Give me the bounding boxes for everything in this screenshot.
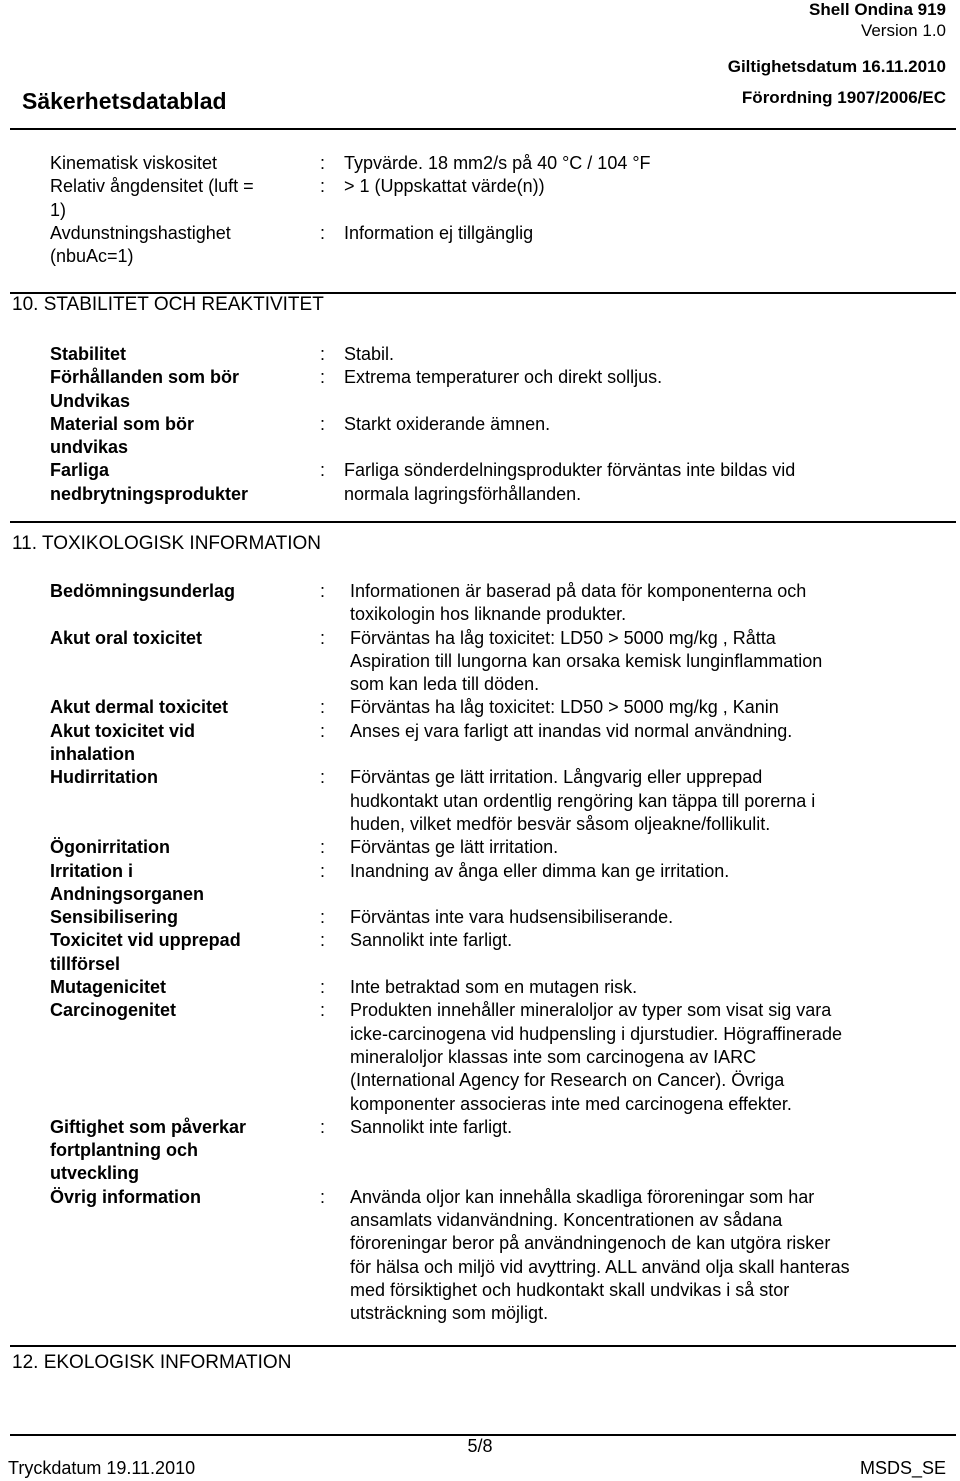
row-label: Förhållanden som bör Undvikas <box>50 367 240 411</box>
print-date: Tryckdatum 19.11.2010 <box>8 1458 196 1478</box>
row-value: Stabil. <box>344 344 395 364</box>
row-separator: : <box>320 977 326 998</box>
table-row <box>50 766 950 836</box>
row-separator: : <box>320 907 326 928</box>
row-value: Information ej tillgänglig <box>344 222 534 243</box>
properties-table <box>50 152 944 268</box>
row-label: Kinematisk viskositet <box>50 153 218 173</box>
table-row <box>50 343 944 366</box>
row-label: Avdunstningshastighet (nbuAc=1) <box>50 222 231 267</box>
row-value: > 1 (Uppskattat värde(n)) <box>344 176 545 197</box>
table-row <box>50 1186 950 1326</box>
row-separator: : <box>320 1186 326 1207</box>
table-row <box>50 222 944 269</box>
row-value: Förväntas ha låg toxicitet: LD50 > 5000 mg/kg , Kanin <box>350 697 779 718</box>
row-separator: : <box>320 344 326 364</box>
section-11-title: 11. TOXIKOLOGISK INFORMATION <box>12 533 321 554</box>
row-label: Akut dermal toxicitet <box>50 697 229 718</box>
regulation: Förordning 1907/2006/EC <box>741 88 946 107</box>
row-separator: : <box>320 581 326 601</box>
row-value: Extrema temperaturer och direkt solljus. <box>344 367 663 388</box>
row-label: Irritation i Andningsorganen <box>50 860 204 904</box>
row-separator: : <box>320 627 326 648</box>
row-separator: : <box>320 176 326 197</box>
row-value: Inandning av ånga eller dimma kan ge irritation. <box>350 860 730 881</box>
row-label: Carcinogenitet <box>50 1000 177 1021</box>
row-value: Produkten innehåller mineraloljor av typer som visat sig vara icke-carcinogena vid hudpensling i djurstudier. Högraffinerade mineraloljor klassas inte som carcinogena av IARC (International Agency for Research on Cancer). Övriga komponenter associeras inte med carcinogena effekter. <box>350 1000 842 1114</box>
row-label: Giftighet som påverkar fortplantning och utveckling <box>50 1116 247 1184</box>
row-value: Använda oljor kan innehålla skadliga föroreningar som har ansamlats vidanvändning. Koncentrationen av sådana föroreningar beror på användningenoch de kan utgöra risker för hälsa och miljö vid avyttring. ALL använd olja skall hanteras med försiktighet och hudkontakt skall undvikas i så stor utsträckning som möjligt. <box>350 1186 850 1324</box>
table-row <box>50 906 950 929</box>
row-value: Inte betraktad som en mutagen risk. <box>350 977 638 998</box>
table-row <box>50 459 944 506</box>
table-row <box>50 175 944 222</box>
row-value: Förväntas ha låg toxicitet: LD50 > 5000 mg/kg , Råtta Aspiration till lungorna kan orsaka kemisk lunginflammation som kan leda till döden. <box>350 627 823 695</box>
row-separator: : <box>320 413 326 434</box>
row-label: Relativ ångdensitet (luft = 1) <box>50 176 254 220</box>
row-separator: : <box>320 367 326 388</box>
row-value: Förväntas ge lätt irritation. <box>350 837 559 858</box>
table-row <box>50 413 944 460</box>
row-label: Akut toxicitet vid inhalation <box>50 720 196 765</box>
row-label: Ögonirritation <box>50 837 170 858</box>
row-value: Typvärde. 18 mm2/s på 40 °C / 104 °F <box>344 153 651 173</box>
document-title: Säkerhetsdatablad <box>22 88 227 114</box>
row-value: Sannolikt inte farligt. <box>350 1116 513 1137</box>
table-row <box>50 696 950 719</box>
section-12-title: 12. EKOLOGISK INFORMATION <box>12 1352 292 1373</box>
row-label: Sensibilisering <box>50 907 179 928</box>
table-row <box>50 860 950 907</box>
row-label: Bedömningsunderlag <box>50 581 236 601</box>
table-row <box>50 1116 950 1186</box>
table-row <box>50 580 950 627</box>
row-label: Toxicitet vid upprepad tillförsel <box>50 930 241 974</box>
section-10-title: 10. STABILITET OCH REAKTIVITET <box>12 294 324 315</box>
row-separator: : <box>320 153 326 173</box>
row-separator: : <box>320 1000 326 1021</box>
row-separator: : <box>320 767 326 788</box>
table-row <box>50 627 950 697</box>
version: Version 1.0 <box>860 21 946 40</box>
row-separator: : <box>320 697 326 718</box>
table-row <box>50 366 944 413</box>
row-label: Mutagenicitet <box>50 977 167 998</box>
table-row <box>50 152 944 175</box>
section-11-divider <box>10 521 956 523</box>
row-value: Förväntas inte vara hudsensibiliserande. <box>350 907 674 928</box>
row-separator: : <box>320 720 326 741</box>
row-separator: : <box>320 222 326 243</box>
row-separator: : <box>320 930 326 951</box>
row-value: Informationen är baserad på data för komponenterna och toxikologin hos liknande produkter. <box>350 581 807 625</box>
document-code: MSDS_SE <box>859 1458 946 1478</box>
toxicology-table <box>50 580 950 1326</box>
table-row <box>50 836 950 859</box>
row-label: Stabilitet <box>50 344 127 364</box>
row-value: Sannolikt inte farligt. <box>350 930 513 951</box>
stability-table <box>50 343 944 506</box>
row-label: Material som bör undvikas <box>50 413 195 458</box>
header-divider <box>10 128 956 130</box>
row-label: Övrig information <box>50 1186 202 1207</box>
page-number: 5/8 <box>467 1436 493 1456</box>
row-separator: : <box>320 860 326 881</box>
row-label: Farliga nedbrytningsprodukter <box>50 460 249 504</box>
table-row <box>50 720 950 767</box>
section-12-divider <box>10 1345 956 1347</box>
product-name: Shell Ondina 919 <box>809 0 946 19</box>
row-value: Förväntas ge lätt irritation. Långvarig eller upprepad hudkontakt utan ordentlig rengöring kan täppa till porerna i huden, vilket medför besvär såsom oljeakne/follikulit. <box>350 767 816 834</box>
row-value: Anses ej vara farligt att inandas vid normal användning. <box>350 720 793 741</box>
row-label: Hudirritation <box>50 767 158 788</box>
row-separator: : <box>320 1116 326 1137</box>
row-value: Farliga sönderdelningsprodukter förväntas inte bildas vid normala lagringsförhållanden. <box>344 460 796 504</box>
row-label: Akut oral toxicitet <box>50 627 203 648</box>
table-row <box>50 976 950 999</box>
table-row <box>50 929 950 976</box>
row-separator: : <box>320 837 326 858</box>
table-row <box>50 999 950 1115</box>
validity-date: Giltighetsdatum 16.11.2010 <box>727 57 946 76</box>
row-value: Starkt oxiderande ämnen. <box>344 413 551 434</box>
row-separator: : <box>320 460 326 481</box>
